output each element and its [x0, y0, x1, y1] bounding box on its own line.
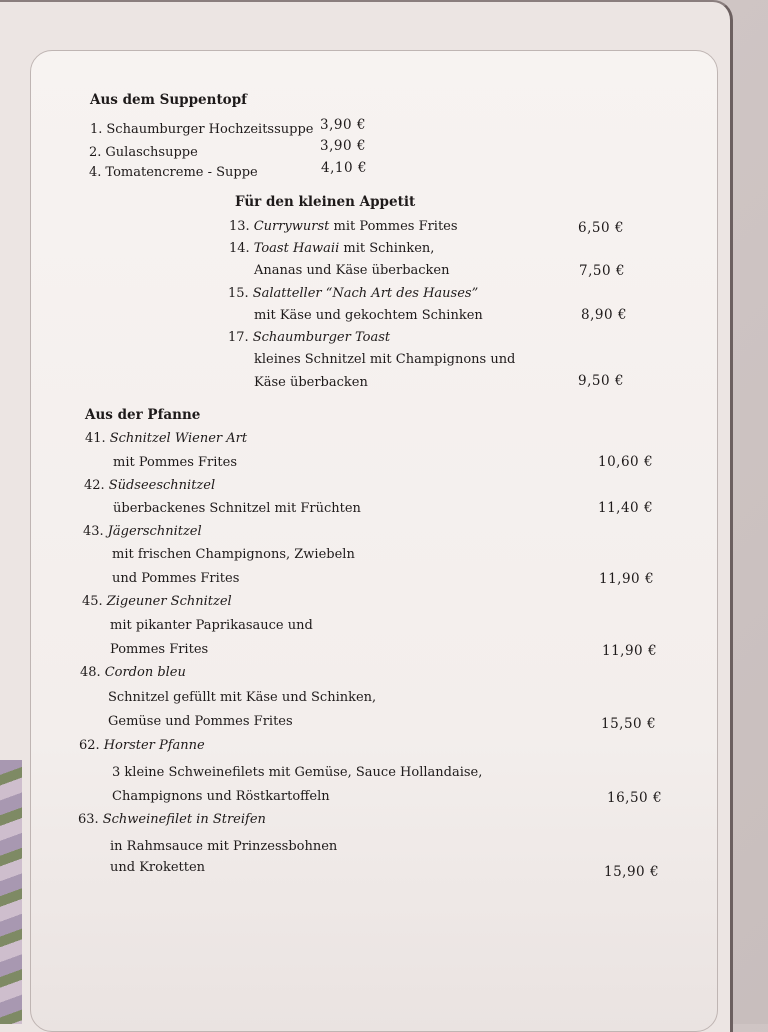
menu-item-description: Schnitzel gefüllt mit Käse und Schinken, — [108, 690, 377, 705]
menu-item-description: überbackenes Schnitzel mit Früchten — [113, 501, 361, 516]
section-title-pan-dishes: Aus der Pfanne — [85, 407, 201, 423]
menu-item: 15. Salatteller “Nach Art des Hauses” — [228, 286, 479, 301]
menu-item-price: 11,90 € — [599, 571, 655, 587]
menu-item: 42. Südseeschnitzel — [84, 478, 216, 493]
menu-item-description: Pommes Frites — [110, 642, 209, 657]
menu-item-description: mit Pommes Frites — [113, 455, 238, 470]
menu-item-description: Champignons und Röstkartoffeln — [112, 789, 330, 804]
menu-item: 2. Gulaschsuppe — [89, 145, 198, 160]
menu-item-price: 15,90 € — [604, 864, 660, 880]
menu-item-description: mit Käse und gekochtem Schinken — [254, 308, 483, 323]
menu-item-price: 11,90 € — [602, 643, 658, 659]
menu-item: 62. Horster Pfanne — [79, 738, 205, 753]
menu-item-description: mit frischen Champignons, Zwiebeln — [112, 547, 355, 562]
menu-item-price: 3,90 € — [320, 117, 366, 133]
menu-item-description: Gemüse und Pommes Frites — [108, 714, 293, 729]
menu-item: 43. Jägerschnitzel — [83, 524, 202, 539]
menu-item-description: Käse überbacken — [254, 375, 368, 390]
menu-item-description: kleines Schnitzel mit Champignons und — [254, 352, 516, 367]
menu-item-price: 8,90 € — [581, 307, 627, 323]
menu-item-price: 11,40 € — [598, 500, 654, 516]
section-title-soups: Aus dem Suppentopf — [90, 92, 247, 108]
menu-item: 41. Schnitzel Wiener Art — [85, 431, 248, 446]
menu-item-price: 16,50 € — [607, 790, 663, 806]
floral-tablecloth — [0, 760, 22, 1024]
section-title-small-appetite: Für den kleinen Appetit — [235, 194, 416, 210]
menu-item: 17. Schaumburger Toast — [228, 330, 391, 345]
menu-item: 13. Currywurst mit Pommes Frites — [229, 219, 458, 234]
menu-item-price: 9,50 € — [578, 373, 624, 389]
menu-item: 14. Toast Hawaii mit Schinken, — [229, 241, 435, 256]
menu-item-price: 15,50 € — [601, 716, 657, 732]
menu-item-description: mit pikanter Paprikasauce und — [110, 618, 313, 633]
menu-item-price: 7,50 € — [579, 263, 625, 279]
menu-item-description: 3 kleine Schweinefilets mit Gemüse, Sauce Hollandaise, — [112, 765, 483, 780]
menu-item-price: 4,10 € — [321, 160, 367, 176]
menu-item: 45. Zigeuner Schnitzel — [82, 594, 232, 609]
menu-item-description: in Rahmsauce mit Prinzessbohnen — [110, 839, 338, 854]
menu-item: 4. Tomatencreme - Suppe — [89, 165, 258, 180]
menu-item-price: 6,50 € — [578, 220, 624, 236]
menu-item-price: 3,90 € — [320, 138, 366, 154]
menu-item: 48. Cordon bleu — [80, 665, 186, 680]
menu-item: 1. Schaumburger Hochzeitssuppe — [90, 122, 314, 137]
menu-item: 63. Schweinefilet in Streifen — [78, 812, 266, 827]
menu-item-description: und Kroketten — [110, 860, 206, 875]
menu-item-description: und Pommes Frites — [112, 571, 240, 586]
menu-item-description: Ananas und Käse überbacken — [254, 263, 450, 278]
menu-item-price: 10,60 € — [598, 454, 654, 470]
